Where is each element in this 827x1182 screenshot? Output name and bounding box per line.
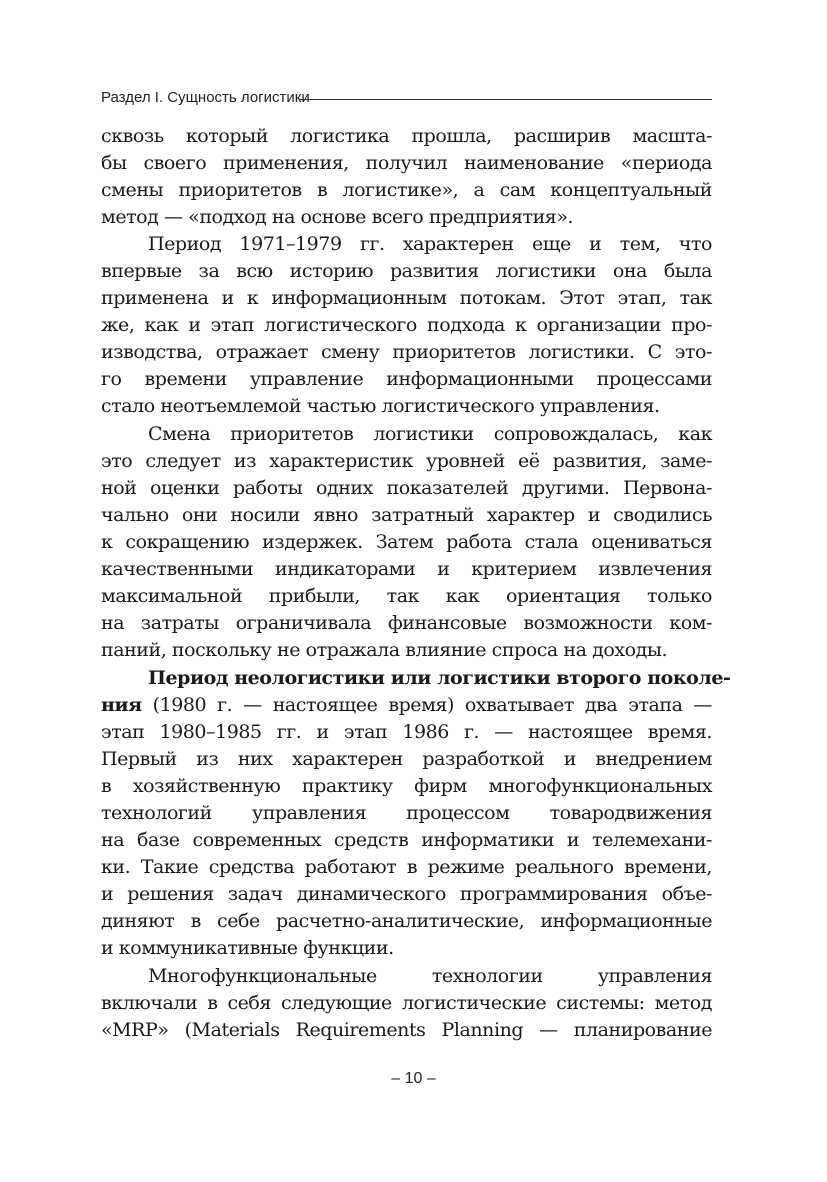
header-rule — [299, 99, 712, 100]
running-header — [101, 88, 712, 108]
text-line: технологий управления процессом товародвижения — [101, 802, 712, 824]
text-line: к сокращению издержек. Затем работа стала оцениваться — [101, 531, 712, 553]
text-fragment: (1980 г. — настоящее время) охватывает два этапа — — [141, 694, 712, 716]
text-line: применена и к информационным потокам. Этот этап, так — [101, 287, 712, 309]
text-line: в хозяйственную практику фирм многофункциональных — [101, 775, 712, 797]
text-line: Первый из них характерен разработкой и внедрением — [101, 748, 712, 770]
text-line: Период 1971–1979 гг. характерен еще и тем, что — [148, 233, 712, 255]
bold-term-fragment: ния — [101, 694, 142, 716]
text-line: и решения задач динамического программирования объе- — [101, 883, 712, 905]
text-line: го времени управление информационными процессами — [101, 368, 712, 390]
text-line: и коммуникативные функции. — [101, 937, 394, 959]
text-line: сквозь который логистика прошла, расширив масшта- — [101, 125, 712, 147]
text-line: бы своего применения, получил наименование «периода — [101, 152, 712, 174]
page-number: – 10 – — [391, 1070, 436, 1087]
text-line: ки. Такие средства работают в режиме реального времени, — [101, 856, 712, 878]
bold-text-line: Период неологистики или логистики второго поколе- — [148, 667, 731, 689]
text-line: диняют в себе расчетно-аналитические, информационные — [101, 910, 712, 932]
text-line: же, как и этап логистического подхода к организации про- — [101, 314, 712, 336]
text-line: Смена приоритетов логистики сопровождалась, как — [148, 423, 712, 445]
body-text — [101, 123, 731, 1044]
text-line: «MRP» (Materials Requirements Planning — планирование — [101, 1019, 712, 1041]
text-line: впервые за всю историю развития логистики она была — [101, 260, 712, 282]
text-line: на затраты ограничивала финансовые возможности ком- — [101, 612, 712, 634]
text-line: это следует из характеристик уровней её развития, заме- — [101, 450, 712, 472]
text-line: метод — «подход на основе всего предприятия». — [101, 206, 574, 228]
text-line: максимальной прибыли, так как ориентация только — [101, 585, 712, 607]
text-line: паний, поскольку не отражала влияние спроса на доходы. — [101, 639, 668, 661]
text-line: качественными индикаторами и критерием извлечения — [101, 558, 712, 580]
text-line: изводства, отражает смену приоритетов логистики. С это- — [101, 341, 712, 363]
text-line: включали в себя следующие логистические системы: метод — [101, 992, 712, 1014]
text-line: на базе современных средств информатики и телемехани- — [101, 829, 712, 851]
text-line: смены приоритетов в логистике», а сам концептуальный — [101, 179, 712, 201]
text-line: Многофункциональные технологии управления — [148, 965, 712, 987]
text-line: ной оценки работы одних показателей другими. Первона- — [101, 477, 712, 499]
text-line: стало неотъемлемой частью логистического управления. — [101, 395, 660, 417]
text-line: чально они носили явно затратный характер и сводились — [101, 504, 712, 526]
text-line: этап 1980–1985 гг. и этап 1986 г. — настоящее время. — [101, 721, 712, 743]
running-header-title: Раздел I. Сущность логистики — [101, 89, 310, 106]
mixed-text-line — [101, 692, 712, 719]
